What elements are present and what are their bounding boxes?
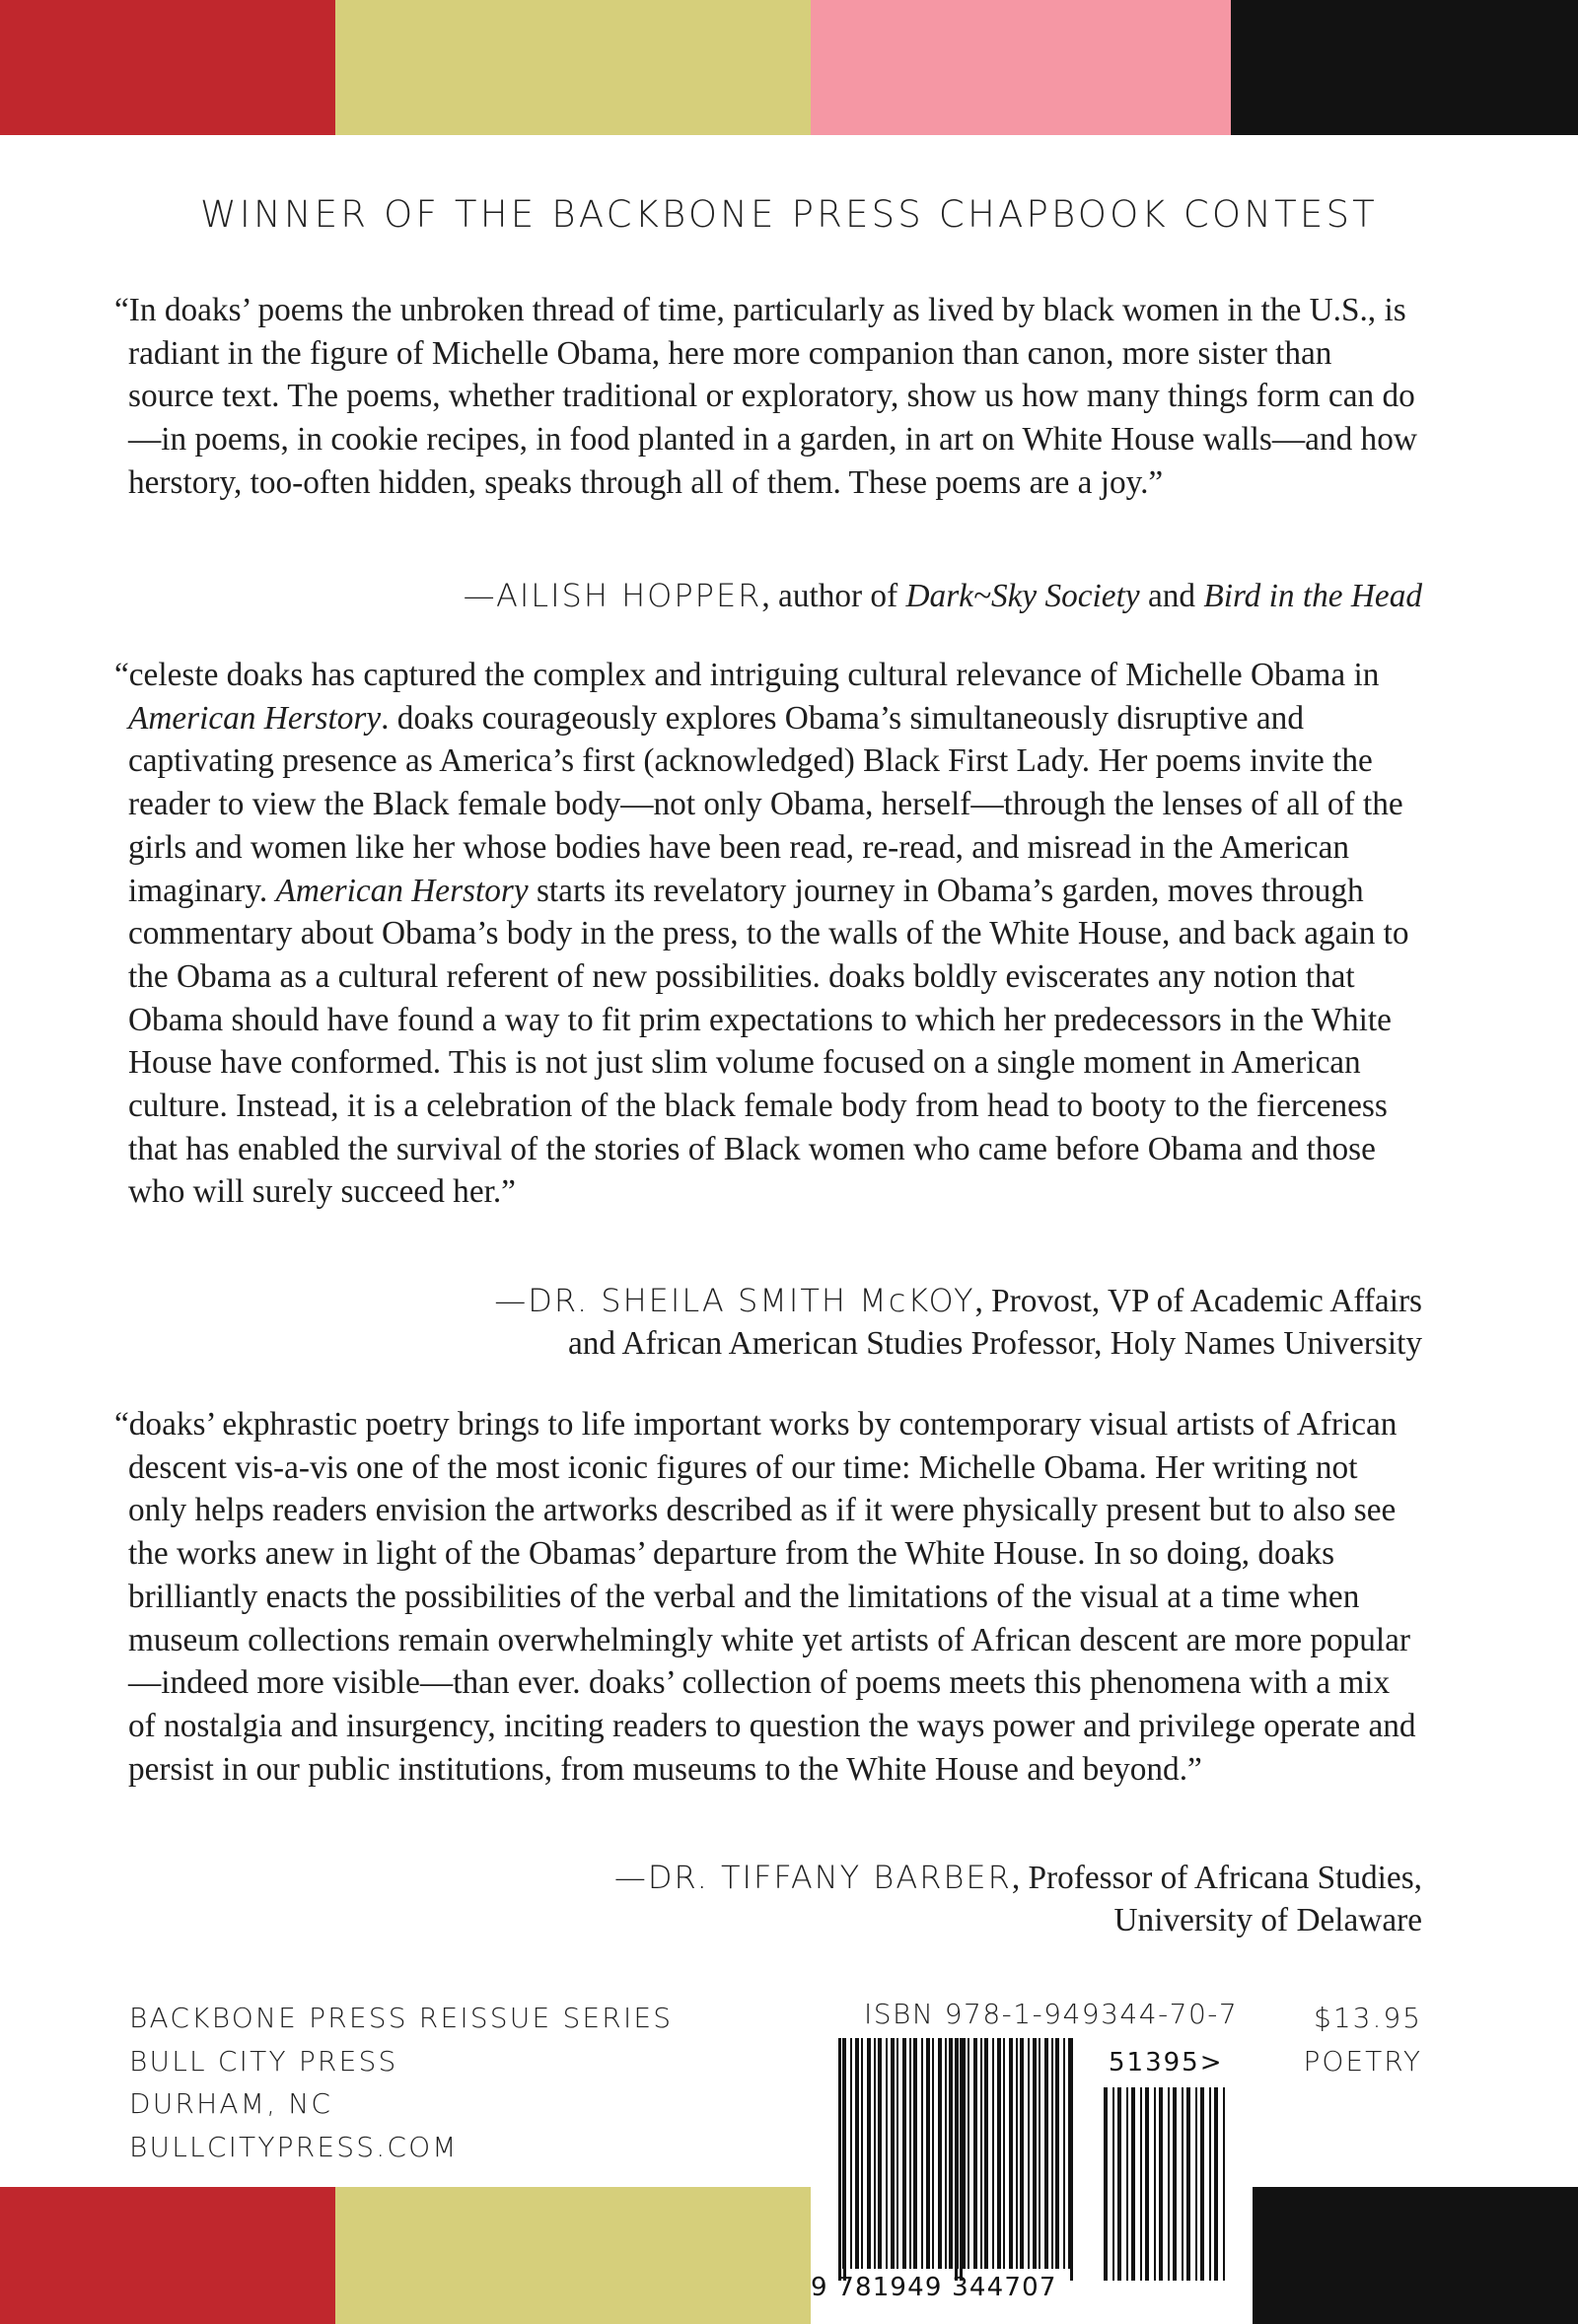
- barcode-bar: [878, 2038, 882, 2269]
- barcode-bar: [874, 2038, 876, 2269]
- text-run: “In doaks’ poems the unbroken thread of time, particularly as lived by black women in the U.S., is radiant in the figure of Michelle Obama, here more companion than canon, more sister than source text. The poems, whether traditional or exploratory, show us how many things form can do—in poems, in cookie recipes, in food planted in a garden, in art on White House walls—and how herstory, too-often hidden, speaks through all of them. These poems are a joy.”: [114, 292, 1417, 501]
- text-run: starts its revelatory journey in Obama’s garden, moves through commentary about Obama’s body in the press, to the walls of the White House, and back again to the Obama as a cultural referent of new possibilities. doaks boldly eviscerates any notion that Obama should have found a way to fit prim expectations to which her predecessors in the White House have conformed. This is not just slim volume focused on a single moment in American culture. Instead, it is a celebration of the black female body from head to booty to the fierceness that has enabled the survival of the stories of Black women who came before Obama and those who will surely succeed her.”: [128, 872, 1409, 1211]
- text-run: “doaks’ ekphrastic poetry brings to life important works by contemporary visual artists of African descent vis-a-vis one of the most iconic figures of our time: Michelle Obama. Her writing not only helps readers envision the artworks described as if it were physically present but to also see the works anew in light of the Obamas’ departure from the White House. In so doing, doaks brilliantly enacts the possibilities of the verbal and the limitations of the visual at a time when museum collections remain overwhelmingly white yet artists of African descent are more popular—indeed more visible—than ever. doaks’ collection of poems meets this phenomena with a mix of nostalgia and insurgency, inciting readers to question the ways power and privilege operate and persist in our public institutions, from museums to the White House and beyond.”: [114, 1406, 1416, 1788]
- barcode-addon-bar: [1140, 2087, 1142, 2281]
- barcode-bar: [1028, 2038, 1030, 2269]
- blurb-quote-2: [114, 654, 1422, 1214]
- barcode-bar: [921, 2038, 923, 2269]
- barcode-bar: [897, 2038, 898, 2269]
- barcode-bar: [968, 2038, 969, 2269]
- blurb-attribution-1: [464, 575, 1422, 617]
- barcode-addon-bar: [1173, 2087, 1177, 2281]
- barcode-bar: [1009, 2038, 1013, 2269]
- barcode-bar: [1003, 2038, 1005, 2269]
- barcode-addon: 51395>: [1109, 2048, 1224, 2078]
- attribution-detail-3b: University of Delaware: [1113, 1902, 1422, 1938]
- publisher-name: BULL CITY PRESS: [129, 2044, 398, 2078]
- isbn-label: ISBN 978-1-949344-70-7: [864, 1998, 1239, 2030]
- title-italic: Bird in the Head: [1203, 578, 1422, 614]
- text-run: . doaks courageously explores Obama’s simultaneously disruptive and captivating presence as America’s first (acknowledged) Black First Lady. Her poems invite the reader to view the Black female body—not only Obama, herself—through the lenses of all of the girls and women like her whose bodies have been read, re-read, and misread in the American imaginary.: [128, 699, 1403, 909]
- barcode-bar: [1051, 2038, 1053, 2269]
- contest-heading: WINNER OF THE BACKBONE PRESS CHAPBOOK CONTEST: [200, 193, 1378, 236]
- publisher-series: BACKBONE PRESS REISSUE SERIES: [129, 2002, 674, 2034]
- band-black: [1231, 2187, 1578, 2324]
- barcode-guard-bar: [960, 2038, 963, 2281]
- text-run: “celeste doaks has captured the complex and intriguing cultural relevance of Michelle Obama in: [114, 657, 1380, 693]
- attribution-name-2: —DR. SHEILA SMITH McKOY: [494, 1282, 975, 1319]
- attribution-detail-2b: and African American Studies Professor, Holy Names University: [567, 1325, 1422, 1362]
- publisher-website: BULLCITYPRESS.COM: [129, 2130, 459, 2163]
- publisher-info: [129, 1997, 673, 2168]
- barcode-addon-bar: [1182, 2087, 1184, 2281]
- title-italic: American Herstory: [275, 872, 529, 909]
- top-color-band: [0, 0, 1578, 135]
- attribution-detail-2a: , Provost, VP of Academic Affairs: [974, 1283, 1422, 1319]
- barcode-digits: 9 781949 344707: [811, 2273, 1057, 2302]
- barcode-bar: [973, 2038, 977, 2269]
- barcode-bar: [861, 2038, 863, 2269]
- barcode-addon-bar: [1126, 2087, 1128, 2281]
- barcode-addon-bar: [1186, 2087, 1190, 2281]
- barcode: [811, 2038, 1253, 2324]
- barcode-bar: [997, 2038, 1001, 2269]
- barcode-bar: [926, 2038, 930, 2269]
- barcode-addon-bar: [1214, 2087, 1218, 2281]
- barcode-guard-bar: [843, 2038, 846, 2281]
- barcode-addon-bar: [1223, 2087, 1225, 2281]
- text-run: and: [1139, 578, 1204, 614]
- attribution-detail-3a: , Professor of Africana Studies,: [1011, 1860, 1422, 1896]
- barcode-addon-bar: [1209, 2087, 1211, 2281]
- barcode-bar: [913, 2038, 917, 2269]
- barcode-bar: [992, 2038, 994, 2269]
- barcode-addon-bar: [1195, 2087, 1197, 2281]
- barcode-bar: [886, 2038, 888, 2269]
- text-run: , author of: [761, 578, 906, 614]
- attribution-name-1: —AILISH HOPPER: [463, 577, 762, 614]
- price-label: $13.95: [1314, 2002, 1422, 2034]
- barcode-bar: [850, 2038, 852, 2269]
- barcode-bar: [1016, 2038, 1018, 2269]
- band-black: [1231, 0, 1578, 135]
- barcode-guard-bar: [838, 2038, 841, 2281]
- barcode-addon-bar: [1200, 2087, 1204, 2281]
- band-red: [0, 0, 335, 135]
- barcode-bar: [1063, 2038, 1065, 2269]
- barcode-bar: [1044, 2038, 1048, 2269]
- publisher-location: DURHAM, NC: [129, 2087, 333, 2120]
- barcode-bar: [932, 2038, 934, 2269]
- barcode-addon-bar: [1168, 2087, 1170, 2281]
- barcode-addon-bar: [1145, 2087, 1149, 2281]
- barcode-bar: [891, 2038, 895, 2269]
- barcode-guard-bar: [955, 2038, 958, 2281]
- barcode-bar: [938, 2038, 942, 2269]
- barcode-bar: [984, 2038, 988, 2269]
- blurb-attribution-3: [614, 1857, 1422, 1941]
- category-label: POETRY: [1303, 2044, 1422, 2078]
- barcode-addon-bar: [1112, 2087, 1114, 2281]
- blurb-attribution-2: [494, 1280, 1422, 1365]
- barcode-bar: [949, 2038, 953, 2269]
- band-khaki: [335, 0, 811, 135]
- barcode-bar: [1039, 2038, 1040, 2269]
- barcode-guard-bar: [1070, 2038, 1073, 2281]
- barcode-bar: [1055, 2038, 1059, 2269]
- barcode-addon-bar: [1131, 2087, 1135, 2281]
- barcode-bar: [980, 2038, 982, 2269]
- barcode-bar: [902, 2038, 906, 2269]
- band-khaki: [335, 2187, 811, 2324]
- barcode-bar: [945, 2038, 947, 2269]
- bottom-color-band: [0, 2187, 1578, 2324]
- barcode-bar: [1033, 2038, 1037, 2269]
- barcode-bar: [855, 2038, 859, 2269]
- barcode-bar: [1020, 2038, 1024, 2269]
- barcode-addon-bar: [1154, 2087, 1156, 2281]
- title-italic: Dark~Sky Society: [905, 578, 1140, 614]
- title-italic: American Herstory: [128, 699, 382, 737]
- band-pink: [811, 0, 1231, 135]
- attribution-name-3: —DR. TIFFANY BARBER: [613, 1859, 1012, 1896]
- barcode-bar: [867, 2038, 871, 2269]
- barcode-addon-bar: [1104, 2087, 1108, 2281]
- band-red: [0, 2187, 335, 2324]
- barcode-addon-bar: [1117, 2087, 1121, 2281]
- blurb-quote-1: [114, 289, 1422, 505]
- blurb-quote-3: [114, 1403, 1422, 1791]
- barcode-addon-bar: [1159, 2087, 1163, 2281]
- price-category: [1304, 1997, 1423, 2082]
- barcode-bar: [909, 2038, 911, 2269]
